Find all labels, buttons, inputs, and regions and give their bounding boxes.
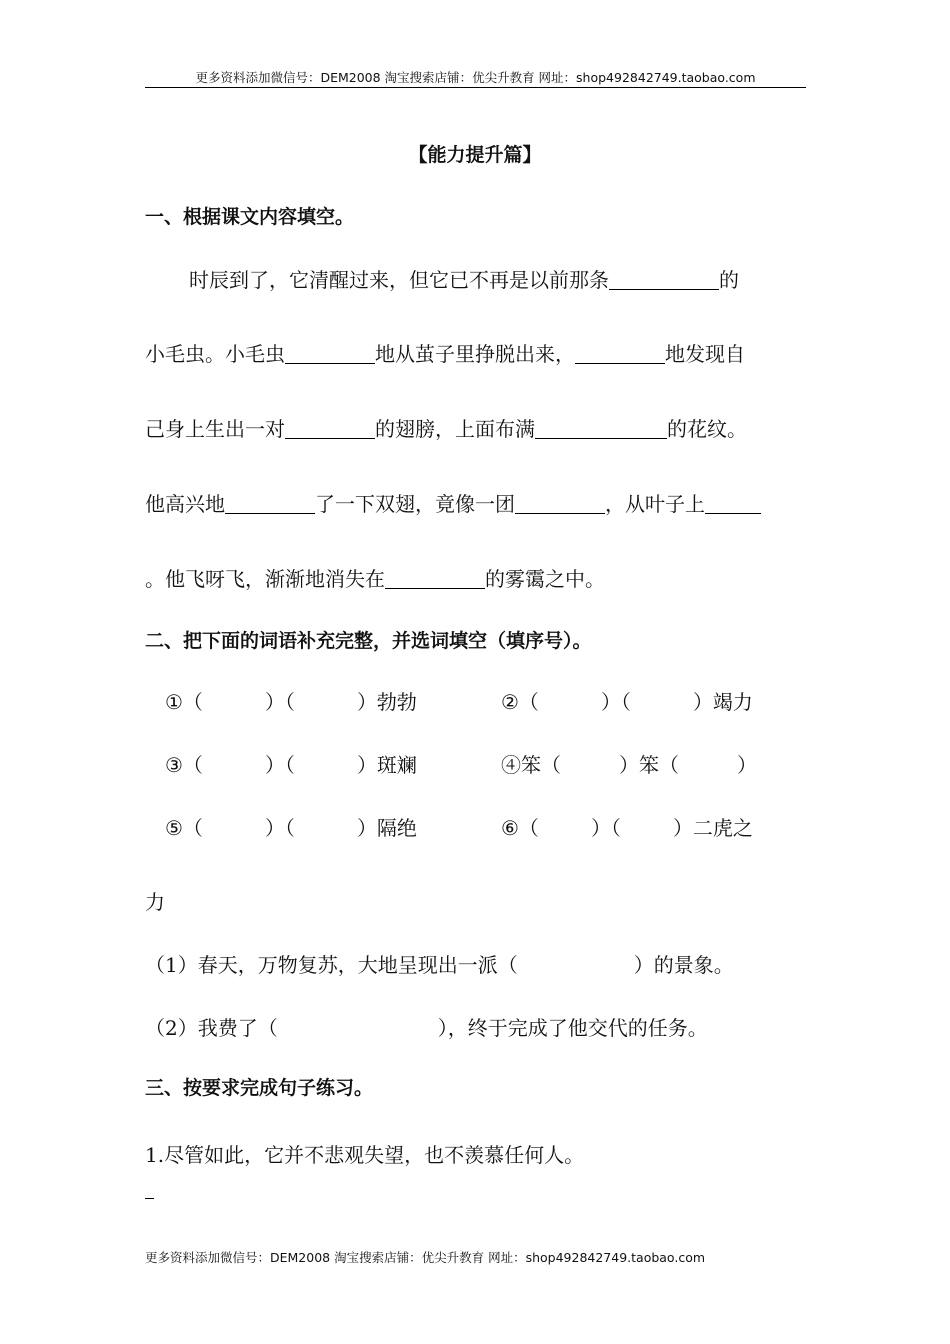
blank-3[interactable] xyxy=(575,342,665,364)
text: ）（ xyxy=(264,690,295,714)
section1-heading: 一、根据课文内容填空。 xyxy=(145,206,355,228)
blank-7[interactable] xyxy=(515,492,605,514)
text: ），终于完成了他交代的任务。 xyxy=(437,1016,708,1040)
fill-line-5 xyxy=(145,563,605,592)
blank-2[interactable] xyxy=(285,342,375,364)
blank-9[interactable] xyxy=(385,567,485,589)
answer-line-stub xyxy=(145,1198,154,1199)
text: ④笨（ xyxy=(501,753,561,777)
idiom-item-6 xyxy=(501,812,753,841)
section2-heading: 二、把下面的词语补充完整，并选词填空（填序号）。 xyxy=(145,630,592,652)
text: 时辰到了，它清醒过来，但它已不再是以前那条 xyxy=(189,268,609,292)
fill-line-1 xyxy=(189,264,739,293)
text: 的雾霭之中。 xyxy=(485,567,605,591)
text: ①（ xyxy=(165,690,203,714)
text: 的 xyxy=(719,268,739,292)
text: （1）春天，万物复苏，大地呈现出一派（ xyxy=(145,953,518,977)
text: ③（ xyxy=(165,753,203,777)
idiom-item-2 xyxy=(501,686,753,715)
idiom-item-5 xyxy=(165,812,417,841)
sentence-1: 1.尽管如此，它并不悲观失望，也不羡慕任何人。 xyxy=(145,1143,585,1167)
idiom-wrap: 力 xyxy=(145,890,165,914)
fill-line-2 xyxy=(145,338,745,367)
fill-line-4 xyxy=(145,488,761,517)
text: ⑥（ xyxy=(501,816,539,840)
text: ）（ xyxy=(264,753,295,777)
text: 的翅膀，上面布满 xyxy=(375,417,535,441)
text: ） xyxy=(737,753,757,777)
text: ）的景象。 xyxy=(633,953,734,977)
question-1 xyxy=(145,949,734,978)
section3-heading: 三、按要求完成句子练习。 xyxy=(145,1077,374,1099)
blank-5[interactable] xyxy=(535,417,667,439)
header-divider xyxy=(145,87,806,88)
page-footer: 更多资料添加微信号：DEM2008 淘宝搜索店铺：优尖升教育 网址：shop492842749.taobao.com xyxy=(145,1250,706,1265)
text: 小毛虫。小毛虫 xyxy=(145,342,285,366)
text: ）（ xyxy=(590,816,621,840)
idiom-item-1 xyxy=(165,686,417,715)
text: 地发现自 xyxy=(665,342,745,366)
page-header: 更多资料添加微信号：DEM2008 淘宝搜索店铺：优尖升教育 网址：shop492842749.taobao.com xyxy=(195,70,756,85)
text: ）勃勃 xyxy=(356,690,417,714)
text: 他高兴地 xyxy=(145,492,225,516)
blank-4[interactable] xyxy=(285,417,375,439)
text: ）斑斓 xyxy=(356,753,417,777)
text: ）二虎之 xyxy=(672,816,753,840)
blank-6[interactable] xyxy=(225,492,315,514)
text: ）竭力 xyxy=(692,690,753,714)
text: 了一下双翅，竟像一团 xyxy=(315,492,515,516)
text: ）（ xyxy=(264,816,295,840)
question-2 xyxy=(145,1012,708,1041)
idiom-item-3 xyxy=(165,749,417,778)
text: 地从茧子里挣脱出来， xyxy=(375,342,575,366)
text: ）（ xyxy=(600,690,631,714)
idiom-item-4 xyxy=(501,749,757,778)
blank-1[interactable] xyxy=(609,268,719,290)
text: （2）我费了（ xyxy=(145,1016,278,1040)
text: 的花纹。 xyxy=(667,417,747,441)
text: ）隔绝 xyxy=(356,816,417,840)
text: ⑤（ xyxy=(165,816,203,840)
text: ，从叶子上 xyxy=(605,492,705,516)
fill-line-3 xyxy=(145,413,747,442)
text: 己身上生出一对 xyxy=(145,417,285,441)
blank-8[interactable] xyxy=(705,492,761,514)
text: ②（ xyxy=(501,690,539,714)
page-title: 【能力提升篇】 xyxy=(408,144,542,166)
text: ）笨（ xyxy=(619,753,679,777)
text: 。他飞呀飞，渐渐地消失在 xyxy=(145,567,385,591)
